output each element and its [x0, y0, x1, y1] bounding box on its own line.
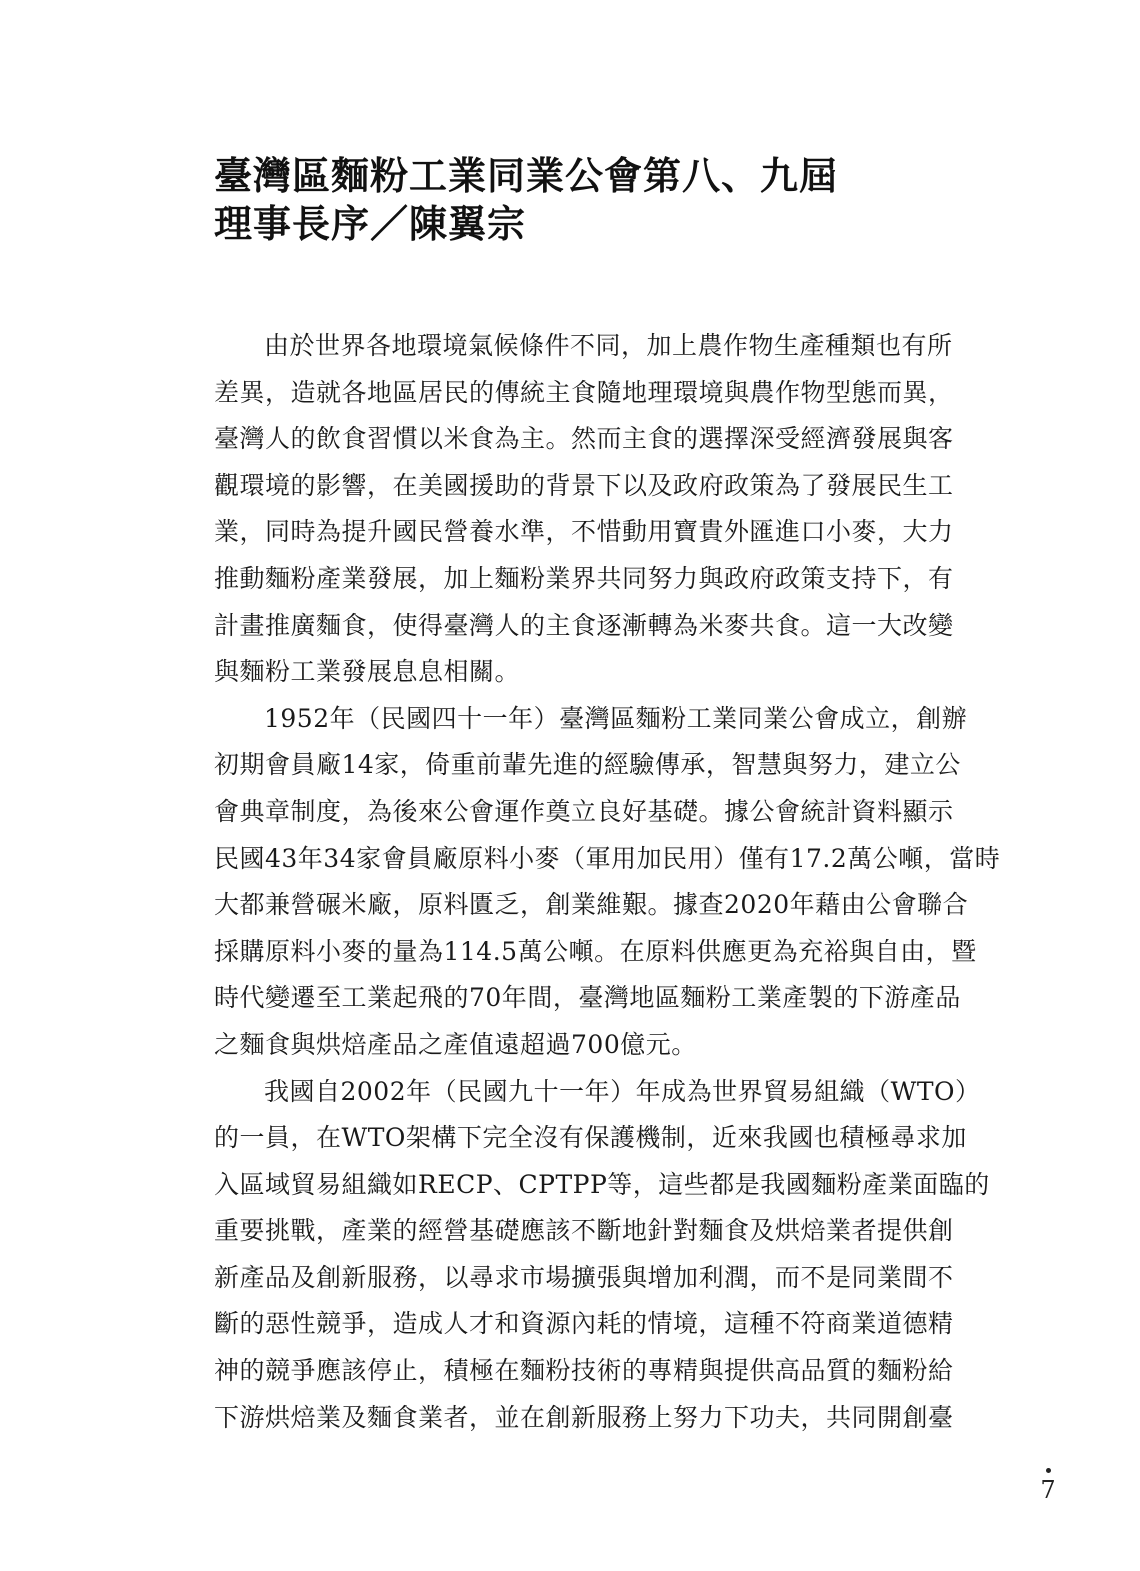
paragraph-1-line: 計畫推廣麵食，使得臺灣人的主食逐漸轉為米麥共食。這一大改變 — [214, 610, 954, 640]
body-text — [214, 323, 1001, 1441]
paragraph-1-line: 推動麵粉產業發展，加上麵粉業界共同努力與政府政策支持下，有 — [214, 563, 954, 593]
paragraph-3-line: 神的競爭應該停止，積極在麵粉技術的專精與提供高品質的麵粉給 — [214, 1356, 954, 1386]
paragraph-3-line: 入區域貿易組織如RECP、CPTPP等，這些都是我國麵粉產業面臨的 — [214, 1169, 990, 1199]
paragraph-2-line: 民國43年34家會員廠原料小麥（軍用加民用）僅有17.2萬公噸，當時 — [214, 843, 1001, 873]
page-number-block — [1036, 1468, 1060, 1504]
paragraph-2-line: 初期會員廠14家，倚重前輩先進的經驗傳承，智慧與努力，建立公 — [214, 750, 961, 780]
page-title-line-2: 理事長序／陳翼宗 — [214, 202, 527, 246]
paragraph-3-line: 新產品及創新服務，以尋求市場擴張與增加利潤，而不是同業間不 — [214, 1262, 954, 1292]
page-number: 7 — [1040, 1476, 1056, 1504]
paragraph-1-line: 業，同時為提升國民營養水準，不惜動用寶貴外匯進口小麥，大力 — [214, 517, 954, 547]
paragraph-1-line: 差異，造就各地區居民的傳統主食隨地理環境與農作物型態而異， — [214, 377, 954, 407]
paragraph-2-line: 1952年（民國四十一年）臺灣區麵粉工業同業公會成立，創辦 — [264, 703, 968, 733]
paragraph-1-line: 臺灣人的飲食習慣以米食為主。然而主食的選擇深受經濟發展與客 — [214, 424, 954, 454]
page-dot-icon — [1046, 1468, 1051, 1473]
paragraph-3-line: 我國自2002年（民國九十一年）年成為世界貿易組織（WTO） — [264, 1076, 981, 1106]
title-block — [214, 152, 974, 248]
paragraph-2-line: 之麵食與烘焙產品之產值遠超過700億元。 — [214, 1029, 697, 1059]
paragraph-2-line: 會典章制度，為後來公會運作奠立良好基礎。據公會統計資料顯示 — [214, 796, 954, 826]
paragraph-3-line: 的一員，在WTO架構下完全沒有保護機制，近來我國也積極尋求加 — [214, 1123, 967, 1153]
page-title-line-1: 臺灣區麵粉工業同業公會第八、九屆 — [214, 154, 839, 198]
paragraph-1-line: 觀環境的影響，在美國援助的背景下以及政府政策為了發展民生工 — [214, 470, 954, 500]
paragraph-1-line: 由於世界各地環境氣候條件不同，加上農作物生產種類也有所 — [264, 331, 953, 360]
paragraph-3-line: 重要挑戰，產業的經營基礎應該不斷地針對麵食及烘焙業者提供創 — [214, 1216, 954, 1246]
paragraph-2-line: 大都兼營碾米廠，原料匱乏，創業維艱。據查2020年藉由公會聯合 — [214, 890, 969, 920]
paragraph-2-line: 採購原料小麥的量為114.5萬公噸。在原料供應更為充裕與自由，暨 — [214, 936, 977, 966]
paragraph-1-line: 與麵粉工業發展息息相關。 — [214, 657, 521, 687]
paragraph-3-line: 斷的惡性競爭，造成人才和資源內耗的情境，這種不符商業道德精 — [214, 1309, 954, 1339]
paragraph-3-line: 下游烘焙業及麵食業者，並在創新服務上努力下功夫，共同開創臺 — [214, 1402, 954, 1432]
paragraph-2-line: 時代變遷至工業起飛的70年間，臺灣地區麵粉工業產製的下游產品 — [214, 983, 961, 1013]
